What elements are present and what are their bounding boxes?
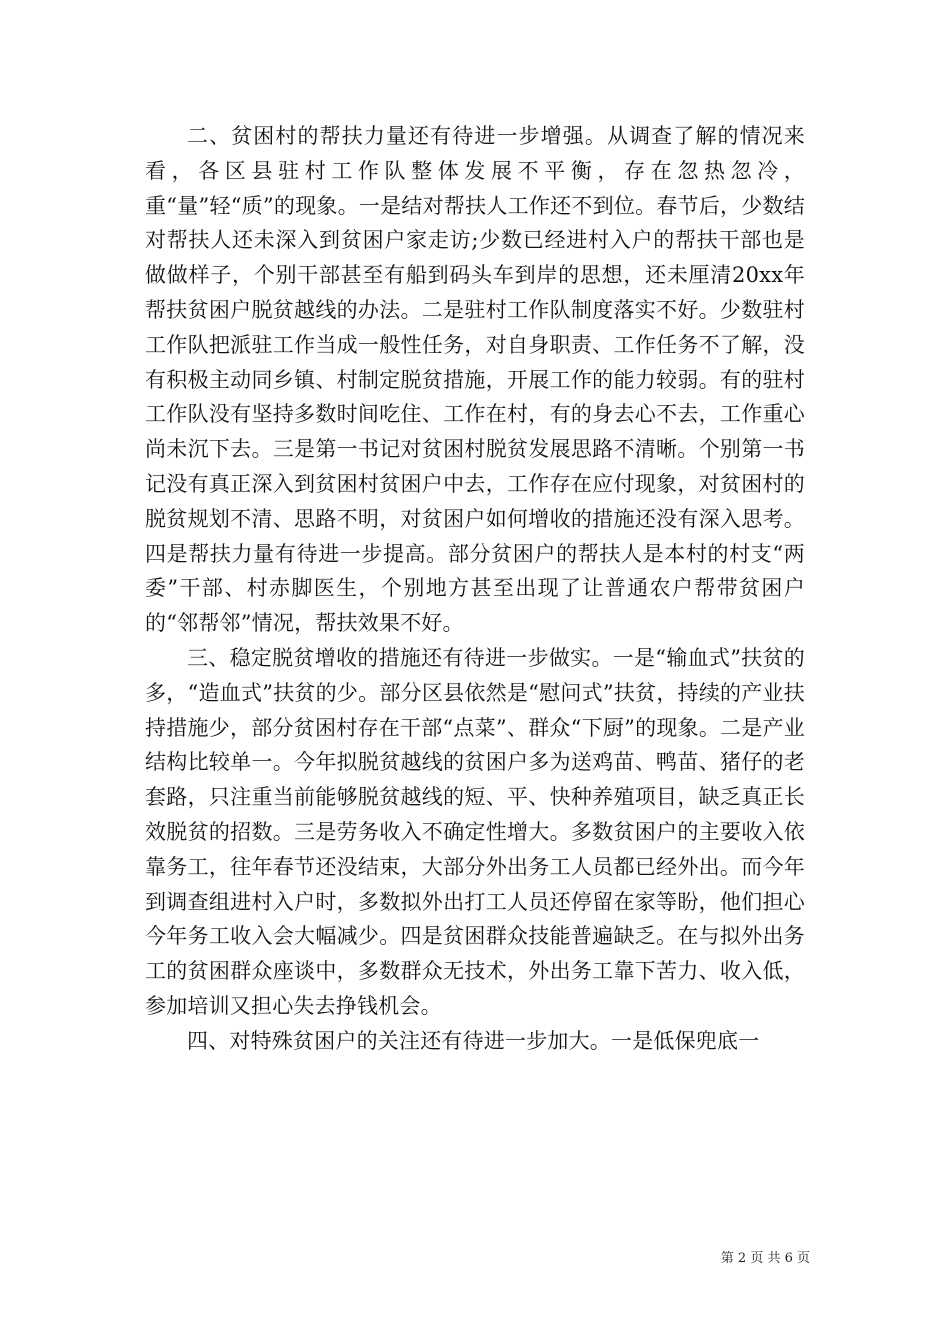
document-body [145, 119, 805, 1059]
paragraph-4: 四、对特殊贫困户的关注还有待进一步加大。一是低保兜底一 [187, 1028, 760, 1053]
paragraph-2: 二、贫困村的帮扶力量还有待进一步增强。从调查了解的情况来看，各区县驻村工作队整体发展不平衡，存在忽热忽冷，重“量”轻“质”的现象。一是结对帮扶人工作还不到位。春节后，少数结对帮扶人还未深入到贫困户家走访;少数已经进村入户的帮扶干部也是做做样子，个别干部甚至有船到码头车到岸的思想，还未厘清20xx年帮扶贫困户脱贫越线的办法。二是驻村工作队制度落实不好。少数驻村工作队把派驻工作当成一般性任务，对自身职责、工作任务不了解，没有积极主动同乡镇、村制定脱贫措施，开展工作的能力较弱。有的驻村工作队没有坚持多数时间吃住、工作在村，有的身去心不去，工作重心尚未沉下去。三是第一书记对贫困村脱贫发展思路不清晰。个别第一书记没有真正深入到贫困村贫困户中去，工作存在应付现象，对贫困村的脱贫规划不清、思路不明，对贫困户如何增收的措施还没有深入思考。四是帮扶力量有待进一步提高。部分贫困户的帮扶人是本村的村支“两委”干部、村赤脚医生，个别地方甚至出现了让普通农户帮带贫困户的“邻帮邻”情况，帮扶效果不好。 [145, 124, 805, 636]
paragraph-3: 三、稳定脱贫增收的措施还有待进一步做实。一是“输血式”扶贫的多，“造血式”扶贫的少。部分区县依然是“慰问式”扶贫，持续的产业扶持措施少，部分贫困村存在干部“点菜”、群众“下厨”的现象。二是产业结构比较单一。今年拟脱贫越线的贫困户多为送鸡苗、鸭苗、猪仔的老套路，只注重当前能够脱贫越线的短、平、快种养殖项目，缺乏真正长效脱贫的招数。三是劳务收入不确定性增大。多数贫困户的主要收入依靠务工，往年春节还没结束，大部分外出务工人员都已经外出。而今年到调查组进村入户时，多数拟外出打工人员还停留在家等盼，他们担心今年务工收入会大幅减少。四是贫困群众技能普遍缺乏。在与拟外出务工的贫困群众座谈中，多数群众无技术，外出务工靠下苦力、收入低，参加培训又担心失去挣钱机会。 [145, 645, 805, 1018]
page-number: 第 2 页 共 6 页 [720, 1251, 810, 1266]
